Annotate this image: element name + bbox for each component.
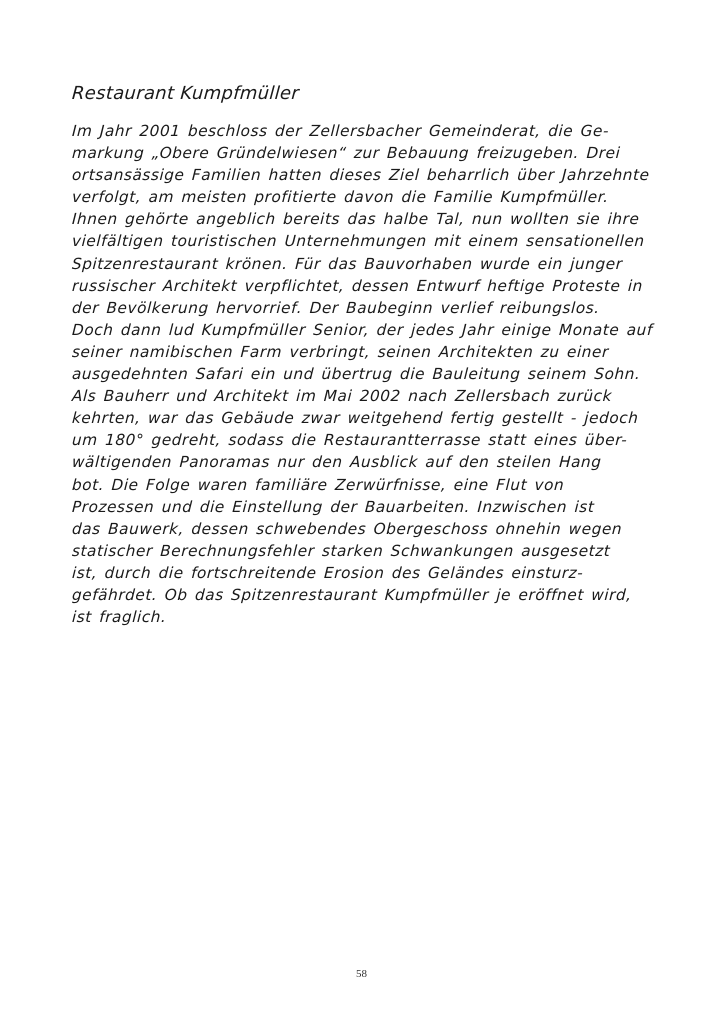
body-paragraph — [72, 120, 712, 628]
text-line: Als Bauherr und Architekt im Mai 2002 nach Zellersbach zurück — [71, 387, 613, 406]
text-line: statischer Berechnungsfehler starken Schwankungen ausgesetzt — [71, 541, 611, 560]
page-title: Restaurant Kumpfmüller — [71, 83, 300, 104]
text-line: vielfältigen touristischen Unternehmungen mit einem sensationellen — [71, 232, 646, 251]
text-line: ortsansässige Familien hatten dieses Ziel beharrlich über Jahrzehnte — [71, 166, 651, 185]
text-line: russischer Architekt verpflichtet, dessen Entwurf heftige Proteste in — [71, 276, 644, 295]
text-line: ist fraglich. — [71, 608, 167, 627]
page-number: 58 — [356, 968, 367, 980]
text-line: ist, durch die fortschreitende Erosion des Geländes einsturz- — [71, 563, 584, 582]
text-line: Doch dann lud Kumpfmüller Senior, der jedes Jahr einige Monate auf — [71, 320, 654, 339]
text-line: verfolgt, am meisten profitierte davon die Familie Kumpfmüller. — [71, 188, 610, 207]
text-line: bot. Die Folge waren familiäre Zerwürfnisse, eine Flut von — [71, 475, 565, 494]
text-line: seiner namibischen Farm verbringt, seinen Architekten zu einer — [71, 342, 610, 361]
text-line: ausgedehnten Safari ein und übertrug die Bauleitung seinem Sohn. — [71, 365, 641, 384]
text-line: wältigenden Panoramas nur den Ausblick auf den steilen Hang — [71, 453, 603, 472]
text-line: Spitzenrestaurant krönen. Für das Bauvorhaben wurde ein junger — [71, 254, 624, 273]
text-line: der Bevölkerung hervorrief. Der Baubeginn verlief reibungslos. — [71, 298, 601, 317]
text-line: das Bauwerk, dessen schwebendes Obergeschoss ohnehin wegen — [71, 519, 623, 538]
text-line: gefährdet. Ob das Spitzenrestaurant Kumpfmüller je eröffnet wird, — [71, 585, 633, 604]
text-line: kehrten, war das Gebäude zwar weitgehend fertig gestellt - jedoch — [71, 409, 640, 428]
text-line: Ihnen gehörte angeblich bereits das halbe Tal, nun wollten sie ihre — [71, 210, 640, 229]
text-line: Prozessen und die Einstellung der Bauarbeiten. Inzwischen ist — [71, 497, 595, 516]
text-line: markung „Obere Gründelwiesen“ zur Bebauung freizugeben. Drei — [71, 144, 621, 163]
text-line: Im Jahr 2001 beschloss der Zellersbacher Gemeinderat, die Ge- — [71, 122, 610, 140]
text-line: um 180° gedreht, sodass die Restaurantterrasse statt eines über- — [71, 431, 628, 450]
